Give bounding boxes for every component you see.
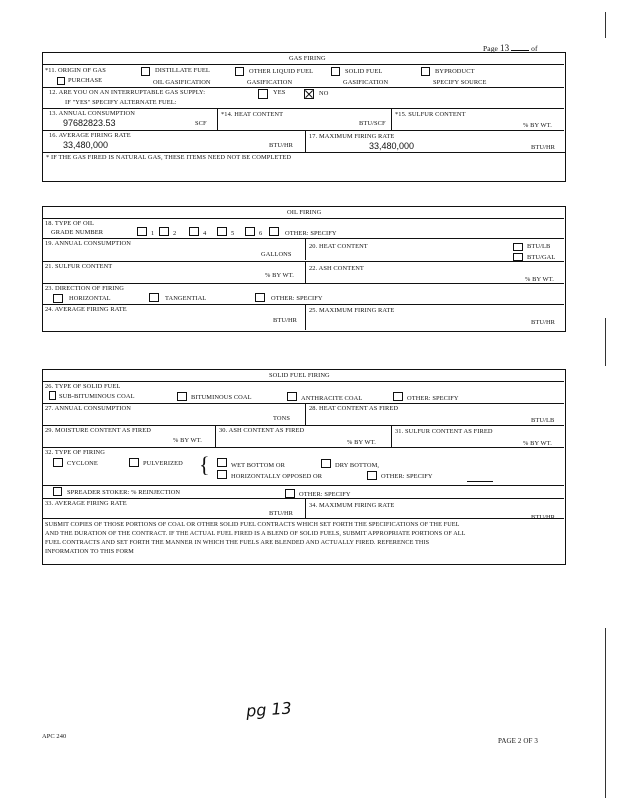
footer-page-of: PAGE 2 OF 3 [498, 737, 538, 745]
fuel-subbituminous-checkbox[interactable] [49, 391, 56, 400]
submit-line-1: SUBMIT COPIES OF THOSE PORTIONS OF COAL OR OTHER SOLID FUEL CONTRACTS WHICH SET FORTH THE SPECIFICATIONS OF THE FUEL [45, 521, 460, 528]
gas-firing-section: GAS FIRING *11. ORIGIN OF GAS DISTILLATE FUEL OTHER LIQUID FUEL SOLID FUEL BYPRODUCT PURCHASE OIL GASIFICATION GASIFICATION GASIFICATION SPECIFY SOURCE 12. ARE YOU ON AN INTERRUPTABLE GAS SUPPLY: YES NO IF "YES" SPECIFY ALTERNATE FUEL: 13. ANNUAL CONSUMPTION 97682823.53 SCF *14. HEAT CONTENT BTU/SCF *15. SULFUR CONTENT % BY WT. 16. AVERAGE FIRING RATE 33,480,000 BTU/HR 17. MAXIMUM FIRING RATE 33,480,000 BTU/HR [42, 52, 566, 182]
firing-horizontally-opposed-checkbox[interactable] [217, 470, 227, 479]
firing-other-line [467, 481, 493, 482]
q34-label: 34. MAXIMUM FIRING RATE [309, 502, 395, 509]
q19-label: 19. ANNUAL CONSUMPTION [45, 240, 131, 247]
q16-label: 16. AVERAGE FIRING RATE [49, 132, 131, 139]
q12-no-checkbox[interactable] [304, 89, 314, 99]
origin-byproduct-checkbox[interactable] [421, 67, 430, 76]
spreader-stoker-checkbox[interactable] [53, 487, 62, 496]
fuel-anthracite-checkbox[interactable] [287, 392, 297, 401]
q14-label: *14. HEAT CONTENT [221, 111, 284, 118]
direction-tangential-checkbox[interactable] [149, 293, 159, 302]
solid-fuel-section: SOLID FUEL FIRING 26. TYPE OF SOLID FUEL SUB-BITUMINOUS COAL BITUMINOUS COAL ANTHRACITE COAL OTHER: SPECIFY 27. ANNUAL CONSUMPTION TONS 28. HEAT CONTENT AS FIRED BTU/LB 29. MOISTURE CONTENT AS FIRED % BY WT. 30. ASH CONTENT AS FIRED % BY WT. 31. SULFUR CONTENT AS FIRED % BY WT. 32. TYPE OF FIRING CYCLONE PULVERIZED { WET BOTTOM OR DRY BOTTOM, HORIZONTALLY OPPOSED OR OTHER: SPECIFY SPREADER STOKER: % REINJECTION OTHER: SPECIFY 33. AVERAGE FIRING RATE BTU/HR 34. MAXIMUM FIRING RATE BTU/HR SUBMIT COPIES OF THOSE PORTIONS OF COAL OR OTHER SOLID FUEL CONTRACTS WHICH SET FORTH THE SPECIFICATIONS OF THE FUEL AND THE DURATION OF THE CONTRACT. IF THE ACTUAL FUEL FIRED IS A BLEND OF SOLID FUELS, SUBMIT APPROPRIATE PORTIONS OF ALL FUEL CONTRACTS AND SET FORTH THE MANNER IN WHICH THE FUELS ARE BLENDED AND ACTUALLY FIRED. REFERENCE THIS INFORMATION TO THIS FORM [42, 369, 566, 565]
q12-yes-checkbox[interactable] [258, 89, 268, 99]
fuel-other-checkbox[interactable] [393, 392, 403, 401]
q16-value[interactable]: 33,480,000 [63, 140, 109, 150]
grade-2-checkbox[interactable] [159, 227, 169, 236]
q31-label: 31. SULFUR CONTENT AS FIRED [395, 428, 493, 435]
fuel-bituminous-checkbox[interactable] [177, 392, 187, 401]
submit-line-2: AND THE DURATION OF THE CONTRACT. IF THE ACTUAL FUEL FIRED IS A BLEND OF SOLID FUELS, SUBMIT APPROPRIATE PORTIONS OF ALL [45, 530, 466, 537]
q11-label: *11. ORIGIN OF GAS [45, 67, 106, 74]
q21-label: 21. SULFUR CONTENT [45, 263, 113, 270]
q18-label: 18. TYPE OF OIL [45, 220, 94, 227]
gas-footnote: * IF THE GAS FIRED IS NATURAL GAS, THESE ITEMS NEED NOT BE COMPLETED [46, 154, 292, 161]
q15-label: *15. SULFUR CONTENT [395, 111, 466, 118]
q28-label: 28. HEAT CONTENT AS FIRED [309, 405, 399, 412]
grade-other-checkbox[interactable] [269, 227, 279, 236]
solid-title: SOLID FUEL FIRING [269, 372, 330, 379]
q22-label: 22. ASH CONTENT [309, 265, 364, 272]
q20-btu-lb-checkbox[interactable] [513, 243, 523, 251]
firing-pulverized-checkbox[interactable] [129, 458, 139, 467]
q20-btu-gal-checkbox[interactable] [513, 253, 523, 261]
direction-horizontal-checkbox[interactable] [53, 294, 63, 303]
q13-label: 13. ANNUAL CONSUMPTION [49, 110, 135, 117]
q12-sub-label: IF "YES" SPECIFY ALTERNATE FUEL: [65, 99, 177, 106]
handwritten-page-number: pg 13 [245, 698, 293, 721]
firing-wet-bottom-checkbox[interactable] [217, 458, 227, 467]
q17-value[interactable]: 33,480,000 [369, 141, 415, 151]
q25-label: 25. MAXIMUM FIRING RATE [309, 307, 395, 314]
origin-solid-fuel-checkbox[interactable] [331, 67, 340, 76]
scan-edge-lower [605, 628, 606, 798]
firing-cyclone-checkbox[interactable] [53, 458, 63, 467]
q29-label: 29. MOISTURE CONTENT AS FIRED [45, 427, 151, 434]
origin-other-liquid-checkbox[interactable] [235, 67, 244, 76]
submit-line-4: INFORMATION TO THIS FORM [45, 548, 134, 555]
firing-other-checkbox[interactable] [367, 471, 377, 480]
grade-6-checkbox[interactable] [245, 227, 255, 236]
q24-label: 24. AVERAGE FIRING RATE [45, 306, 127, 313]
scan-edge-middle [605, 318, 606, 366]
gas-title: GAS FIRING [289, 55, 326, 62]
page-label: Page 13 of [483, 43, 538, 53]
grade-5-checkbox[interactable] [217, 227, 227, 236]
bracket-open: { [199, 452, 210, 477]
grade-4-checkbox[interactable] [189, 227, 199, 236]
firing-other2-checkbox[interactable] [285, 489, 295, 498]
grade-1-checkbox[interactable] [137, 227, 147, 236]
scan-edge-top [605, 12, 606, 38]
q13-value[interactable]: 97682823.53 [63, 118, 116, 128]
q32-label: 32. TYPE OF FIRING [45, 449, 105, 456]
firing-dry-bottom-checkbox[interactable] [321, 459, 331, 468]
page-number-line [511, 50, 529, 51]
q33-label: 33. AVERAGE FIRING RATE [45, 500, 127, 507]
oil-title: OIL FIRING [287, 209, 322, 216]
form-number: APC 240 [42, 733, 67, 740]
q12-label: 12. ARE YOU ON AN INTERRUPTABLE GAS SUPPLY: [49, 89, 206, 96]
origin-purchase-checkbox[interactable] [57, 77, 65, 85]
q20-label: 20. HEAT CONTENT [309, 243, 368, 250]
q27-label: 27. ANNUAL CONSUMPTION [45, 405, 131, 412]
q30-label: 30. ASH CONTENT AS FIRED [219, 427, 305, 434]
direction-other-checkbox[interactable] [255, 293, 265, 302]
page-number: 13 [499, 43, 510, 53]
oil-firing-section: OIL FIRING 18. TYPE OF OIL GRADE NUMBER 1 2 4 5 6 OTHER: SPECIFY 19. ANNUAL CONSUMPTION GALLONS 20. HEAT CONTENT BTU/LB BTU/GAL 21. SULFUR CONTENT % BY WT. 22. ASH CONTENT % BY WT. 23. DIRECTION OF FIRING HORIZONTAL TANGENTIAL OTHER: SPECIFY 24. AVERAGE FIRING RATE BTU/HR 25. MAXIMUM FIRING RATE BTU/HR [42, 206, 566, 332]
q26-label: 26. TYPE OF SOLID FUEL [45, 383, 121, 390]
submit-line-3: FUEL CONTRACTS AND SET FORTH THE MANNER IN WHICH THE FUELS ARE BLENDED AND ACTUALLY FIRED. REFERENCE THIS [45, 539, 430, 546]
q17-label: 17. MAXIMUM FIRING RATE [309, 133, 395, 140]
origin-distillate-checkbox[interactable] [141, 67, 150, 76]
q23-label: 23. DIRECTION OF FIRING [45, 285, 124, 292]
